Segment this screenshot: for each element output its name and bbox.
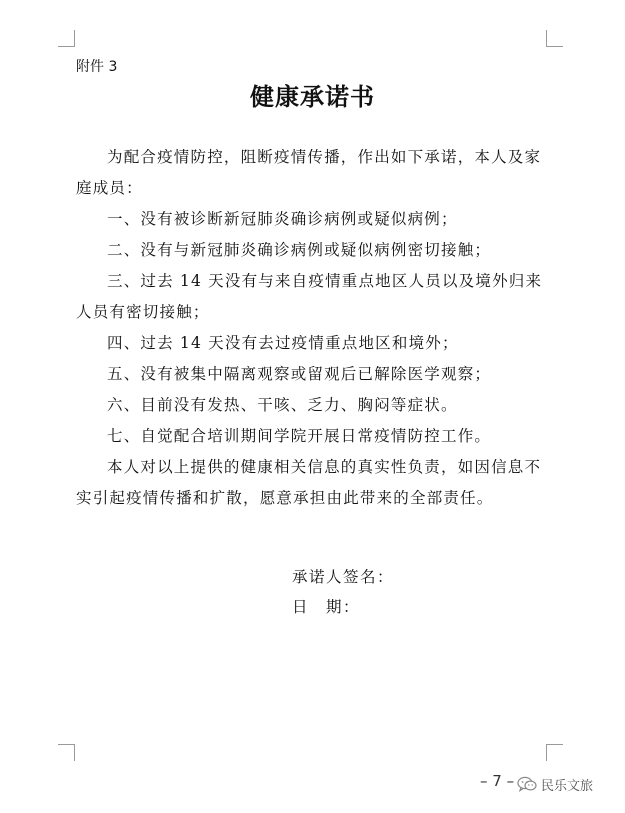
wechat-icon [517, 776, 537, 792]
body-line: 一、没有被诊断新冠肺炎确诊病例或疑似病例； [107, 210, 458, 228]
body-line: 庭成员： [76, 179, 143, 197]
corner-mark-top-right [546, 30, 563, 47]
corner-mark-bottom-left [58, 744, 75, 761]
signer-label: 承诺人签名： [292, 568, 395, 586]
body-line: 六、目前没有发热、干咳、乏力、胸闷等症状。 [107, 396, 458, 414]
body-line: 二、没有与新冠肺炎确诊病例或疑似病例密切接触； [107, 241, 492, 259]
body-line: 三、过去 14 天没有与来自疫情重点地区人员以及境外归来 [107, 272, 543, 290]
watermark-text: 民乐文旅 [541, 778, 594, 794]
corner-mark-top-left [58, 30, 75, 47]
body-line: 为配合疫情防控，阻断疫情传播，作出如下承诺，本人及家 [107, 148, 542, 166]
document-title: 健康承诺书 [250, 82, 375, 111]
page-number: – 7 – [480, 772, 515, 790]
watermark [517, 771, 593, 797]
body-line: 人员有密切接触； [76, 303, 210, 321]
document-body [76, 142, 546, 514]
body-line: 本人对以上提供的健康相关信息的真实性负责，如因信息不 [107, 458, 542, 476]
body-line: 七、自觉配合培训期间学院开展日常疫情防控工作。 [107, 427, 492, 445]
corner-mark-bottom-right [546, 744, 563, 761]
body-line: 五、没有被集中隔离观察或留观后已解除医学观察； [107, 365, 492, 383]
date-label: 日 期： [292, 598, 361, 616]
body-line: 四、过去 14 天没有去过疫情重点地区和境外； [107, 334, 459, 352]
attachment-label: 附件 3 [76, 59, 118, 75]
body-line: 实引起疫情传播和扩散，愿意承担由此带来的全部责任。 [76, 489, 494, 507]
